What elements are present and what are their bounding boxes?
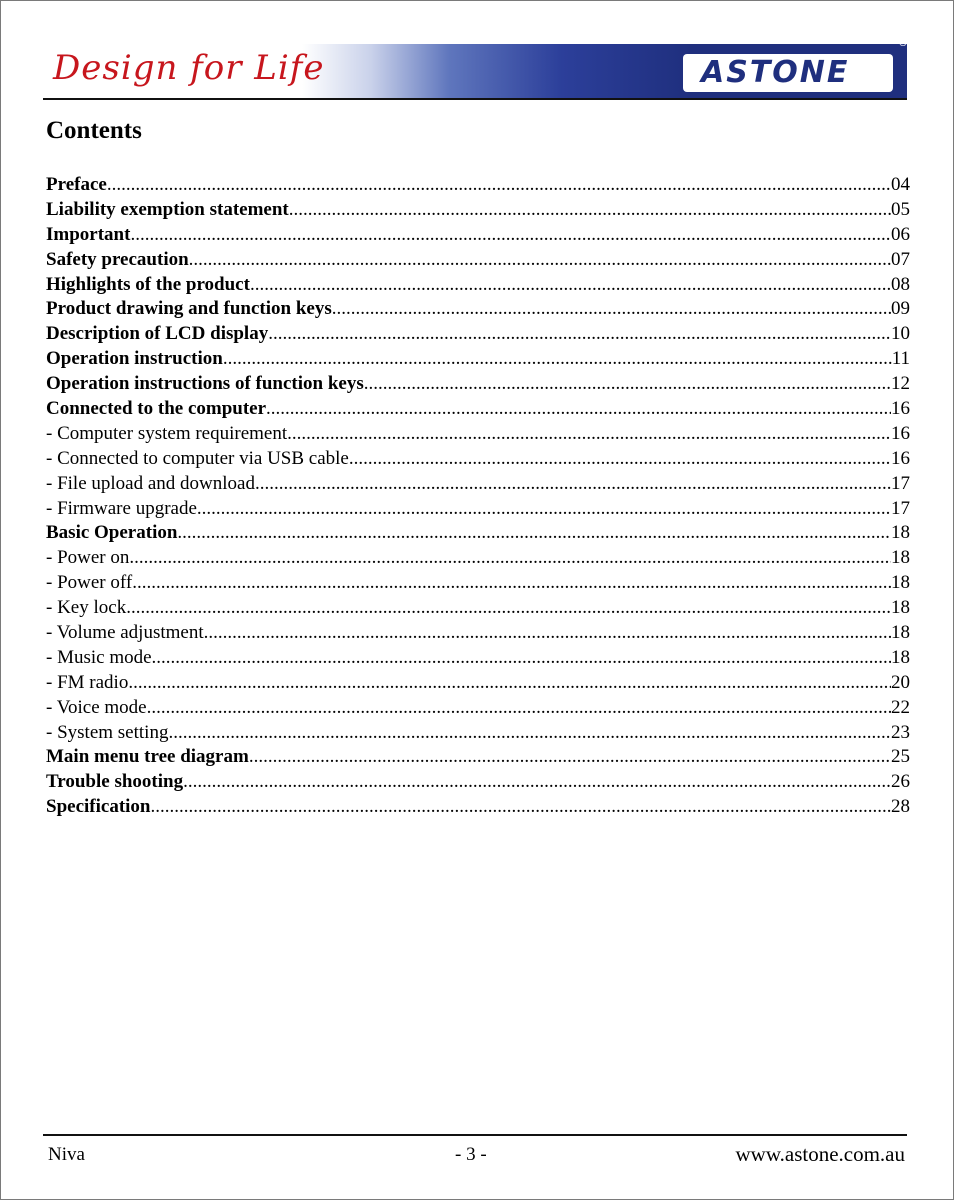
toc-entry-label: Liability exemption statement [46, 198, 289, 220]
brand-logo-text: ASTONE [701, 55, 850, 90]
toc-entry-page: 18 [891, 622, 910, 644]
table-of-contents [46, 173, 910, 820]
toc-entry-page: 25 [891, 746, 910, 768]
toc-leader-dots [287, 422, 891, 447]
toc-entry[interactable] [46, 696, 910, 721]
toc-leader-dots [168, 721, 891, 746]
toc-entry[interactable] [46, 745, 910, 770]
toc-leader-dots [126, 596, 891, 621]
toc-entry-label: Product drawing and function keys [46, 298, 332, 320]
toc-entry-page: 08 [891, 273, 910, 295]
toc-entry-page: 07 [891, 248, 910, 270]
toc-entry[interactable] [46, 596, 910, 621]
footer-model: Niva [48, 1144, 85, 1165]
toc-entry[interactable] [46, 397, 910, 422]
toc-entry-label: Important [46, 223, 131, 245]
toc-entry-label: Main menu tree diagram [46, 746, 249, 768]
tagline: Design for Life [53, 48, 325, 88]
toc-entry[interactable] [46, 571, 910, 596]
toc-entry-page: 18 [891, 547, 910, 569]
toc-entry-page: 16 [891, 398, 910, 420]
toc-entry-label: - Volume adjustment [46, 622, 204, 644]
toc-entry-label: Basic Operation [46, 522, 178, 544]
toc-leader-dots [177, 521, 891, 546]
toc-entry-page: 23 [891, 721, 910, 743]
toc-entry-label: Trouble shooting [46, 771, 184, 793]
toc-entry[interactable] [46, 198, 910, 223]
toc-entry-page: 20 [891, 671, 910, 693]
toc-entry-label: - Firmware upgrade [46, 497, 197, 519]
toc-leader-dots [364, 372, 891, 397]
toc-leader-dots [332, 297, 891, 322]
toc-leader-dots [204, 621, 891, 646]
toc-entry-page: 17 [891, 472, 910, 494]
toc-leader-dots [255, 472, 891, 497]
toc-leader-dots [223, 347, 892, 372]
toc-entry-label: - File upload and download [46, 472, 255, 494]
brand-logo [683, 54, 893, 92]
toc-entry-page: 17 [891, 497, 910, 519]
toc-entry-page: 16 [891, 422, 910, 444]
toc-leader-dots [289, 198, 891, 223]
toc-entry-label: Safety precaution [46, 248, 189, 270]
toc-entry[interactable] [46, 173, 910, 198]
toc-entry-label: - Computer system requirement [46, 422, 288, 444]
toc-entry-label: Description of LCD display [46, 323, 269, 345]
toc-leader-dots [266, 397, 891, 422]
page-header [43, 38, 908, 100]
toc-leader-dots [151, 795, 892, 820]
toc-entry-page: 26 [891, 771, 910, 793]
toc-leader-dots [130, 223, 891, 248]
toc-entry[interactable] [46, 322, 910, 347]
toc-leader-dots [250, 273, 891, 298]
page-title: Contents [46, 117, 142, 144]
toc-entry[interactable] [46, 521, 910, 546]
toc-entry-page: 10 [891, 323, 910, 345]
toc-leader-dots [147, 696, 891, 721]
toc-entry[interactable] [46, 770, 910, 795]
toc-entry-page: 28 [891, 796, 910, 818]
toc-entry[interactable] [46, 248, 910, 273]
toc-entry[interactable] [46, 447, 910, 472]
footer-website-link[interactable]: www.astone.com.au [735, 1142, 905, 1166]
toc-entry-label: - System setting [46, 721, 169, 743]
toc-entry-label: - Connected to computer via USB cable [46, 447, 349, 469]
toc-entry-label: Specification [46, 796, 151, 818]
toc-entry-page: 18 [891, 597, 910, 619]
toc-entry[interactable] [46, 297, 910, 322]
toc-entry-label: - Voice mode [46, 696, 147, 718]
toc-leader-dots [129, 546, 891, 571]
toc-leader-dots [132, 571, 891, 596]
toc-entry-page: 05 [891, 198, 910, 220]
toc-leader-dots [197, 497, 891, 522]
toc-entry[interactable] [46, 671, 910, 696]
toc-entry[interactable] [46, 372, 910, 397]
toc-entry-page: 06 [891, 223, 910, 245]
toc-leader-dots [107, 173, 891, 198]
toc-entry-page: 16 [891, 447, 910, 469]
toc-leader-dots [268, 322, 891, 347]
toc-entry-label: Operation instruction [46, 348, 223, 370]
toc-entry-label: - Power off [46, 572, 133, 594]
toc-entry-page: 18 [891, 646, 910, 668]
toc-entry-page: 09 [891, 298, 910, 320]
toc-entry-label: - Power on [46, 547, 130, 569]
toc-entry[interactable] [46, 721, 910, 746]
toc-leader-dots [349, 447, 891, 472]
toc-entry-page: 04 [891, 174, 910, 195]
toc-entry[interactable] [46, 223, 910, 248]
toc-entry-page: 22 [891, 696, 910, 718]
toc-entry-label: - Key lock [46, 597, 127, 619]
toc-entry[interactable] [46, 546, 910, 571]
toc-entry-label: Connected to the computer [46, 398, 267, 420]
footer-page-number: - 3 - [455, 1144, 487, 1165]
toc-entry-label: - FM radio [46, 671, 129, 693]
toc-entry-label: - Music mode [46, 646, 152, 668]
toc-entry[interactable] [46, 621, 910, 646]
toc-leader-dots [249, 745, 891, 770]
toc-entry[interactable] [46, 422, 910, 447]
toc-entry[interactable] [46, 646, 910, 671]
registered-mark: ® [898, 38, 908, 49]
toc-leader-dots [152, 646, 891, 671]
toc-entry[interactable] [46, 347, 910, 372]
page-footer [43, 1134, 907, 1176]
toc-entry[interactable] [46, 497, 910, 522]
toc-entry-page: 18 [891, 572, 910, 594]
toc-entry[interactable] [46, 795, 910, 820]
toc-entry[interactable] [46, 273, 910, 298]
toc-leader-dots [189, 248, 891, 273]
toc-leader-dots [128, 671, 891, 696]
toc-entry-label: Highlights of the product [46, 273, 250, 295]
toc-entry-label: Preface [46, 174, 107, 195]
toc-leader-dots [183, 770, 891, 795]
toc-entry-page: 11 [891, 348, 910, 370]
toc-entry[interactable] [46, 472, 910, 497]
toc-entry-page: 18 [891, 522, 910, 544]
toc-entry-page: 12 [891, 373, 910, 395]
toc-entry-label: Operation instructions of function keys [46, 373, 364, 395]
